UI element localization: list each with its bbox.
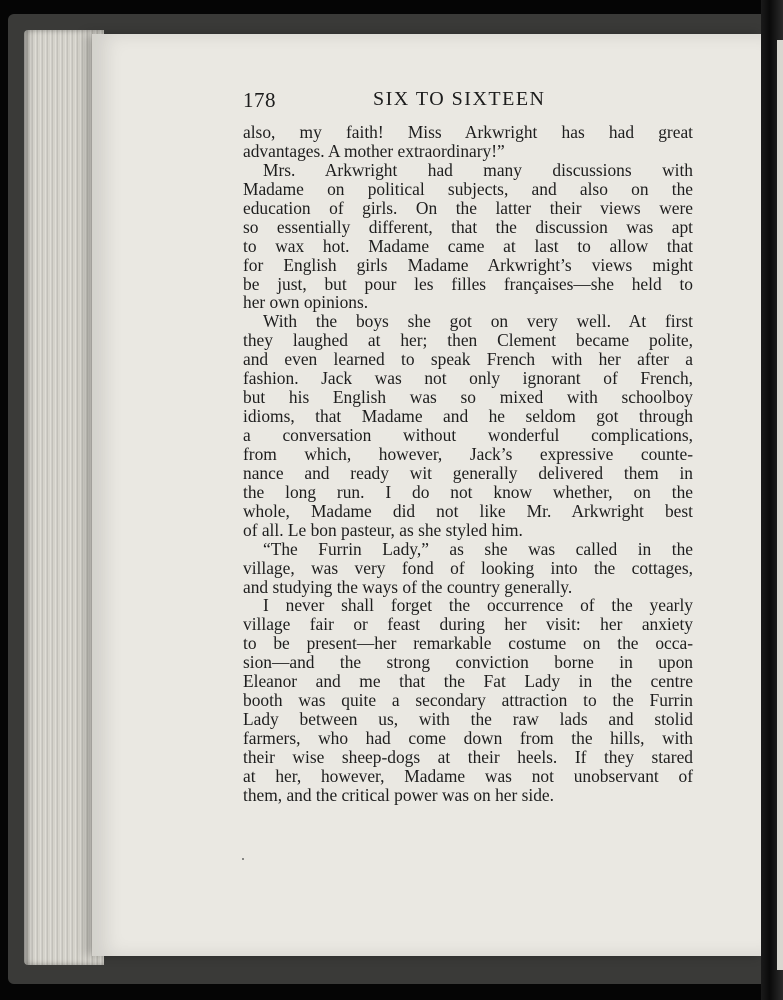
text-line: village, was very fond of looking into the cottages,	[243, 557, 693, 578]
text-line: whole, Madame did not like Mr. Arkwright best	[243, 500, 693, 521]
text-line: idioms, that Madame and he seldom got through	[243, 406, 693, 427]
text-line: sion—and the strong conviction borne in upon	[243, 652, 693, 673]
text-line: so essentially different, that the discussion was apt	[243, 216, 693, 237]
text-line: Mrs. Arkwright had many discussions with	[263, 159, 693, 180]
text-line: for English girls Madame Arkwright’s views might	[243, 254, 693, 275]
text-line: Madame on political subjects, and also on the	[243, 178, 693, 199]
body-text	[243, 123, 693, 805]
text-line: to wax hot. Madame came at last to allow that	[243, 235, 693, 256]
text-line: farmers, who had come down from the hills, with	[243, 728, 693, 748]
text-line: booth was quite a secondary attraction to the Furrin	[243, 690, 693, 711]
running-title: SIX TO SIXTEEN	[373, 88, 546, 110]
running-head	[243, 88, 693, 118]
text-line: “The Furrin Lady,” as she was called in the	[263, 538, 693, 559]
text-line: education of girls. On the latter their views were	[243, 197, 693, 218]
text-line: to be present—her remarkable costume on the occa-	[243, 633, 693, 654]
text-line: at her, however, Madame was not unobservant of	[243, 765, 693, 786]
ink-speck	[242, 858, 244, 860]
text-line: Lady between us, with the raw lads and stolid	[243, 709, 693, 730]
text-line: and studying the ways of the country generally.	[243, 576, 573, 597]
page-number: 178	[243, 88, 276, 112]
next-page-sliver	[777, 40, 783, 970]
text-line: and even learned to speak French with her after a	[243, 349, 693, 370]
text-line: their wise sheep-dogs at their heels. If they stared	[243, 746, 693, 767]
text-line: nance and ready wit generally delivered them in	[243, 462, 693, 483]
text-line: With the boys she got on very well. At first	[263, 311, 693, 332]
text-line: village fair or feast during her visit: her anxiety	[243, 614, 693, 635]
text-line: also, my faith! Miss Arkwright has had great	[243, 122, 693, 142]
text-line: the long run. I do not know whether, on the	[243, 481, 693, 502]
text-line: but his English was so mixed with schoolboy	[243, 387, 693, 408]
text-line: Eleanor and me that the Fat Lady in the centre	[243, 671, 693, 692]
text-line: a conversation without wonderful complications,	[243, 425, 693, 445]
text-line: of all. Le bon pasteur, as she styled him.	[243, 519, 523, 540]
text-line: be just, but pour les filles françaises—she held to	[243, 273, 693, 294]
text-line: fashion. Jack was not only ignorant of French,	[243, 368, 693, 389]
text-line: I never shall forget the occurrence of the yearly	[263, 595, 693, 616]
text-line: they laughed at her; then Clement became polite,	[243, 330, 693, 351]
text-line: her own opinions.	[243, 292, 369, 313]
text-line: advantages. A mother extraordinary!”	[243, 140, 505, 161]
text-line: from which, however, Jack’s expressive counte-	[243, 443, 693, 464]
text-line: them, and the critical power was on her side.	[243, 784, 554, 805]
